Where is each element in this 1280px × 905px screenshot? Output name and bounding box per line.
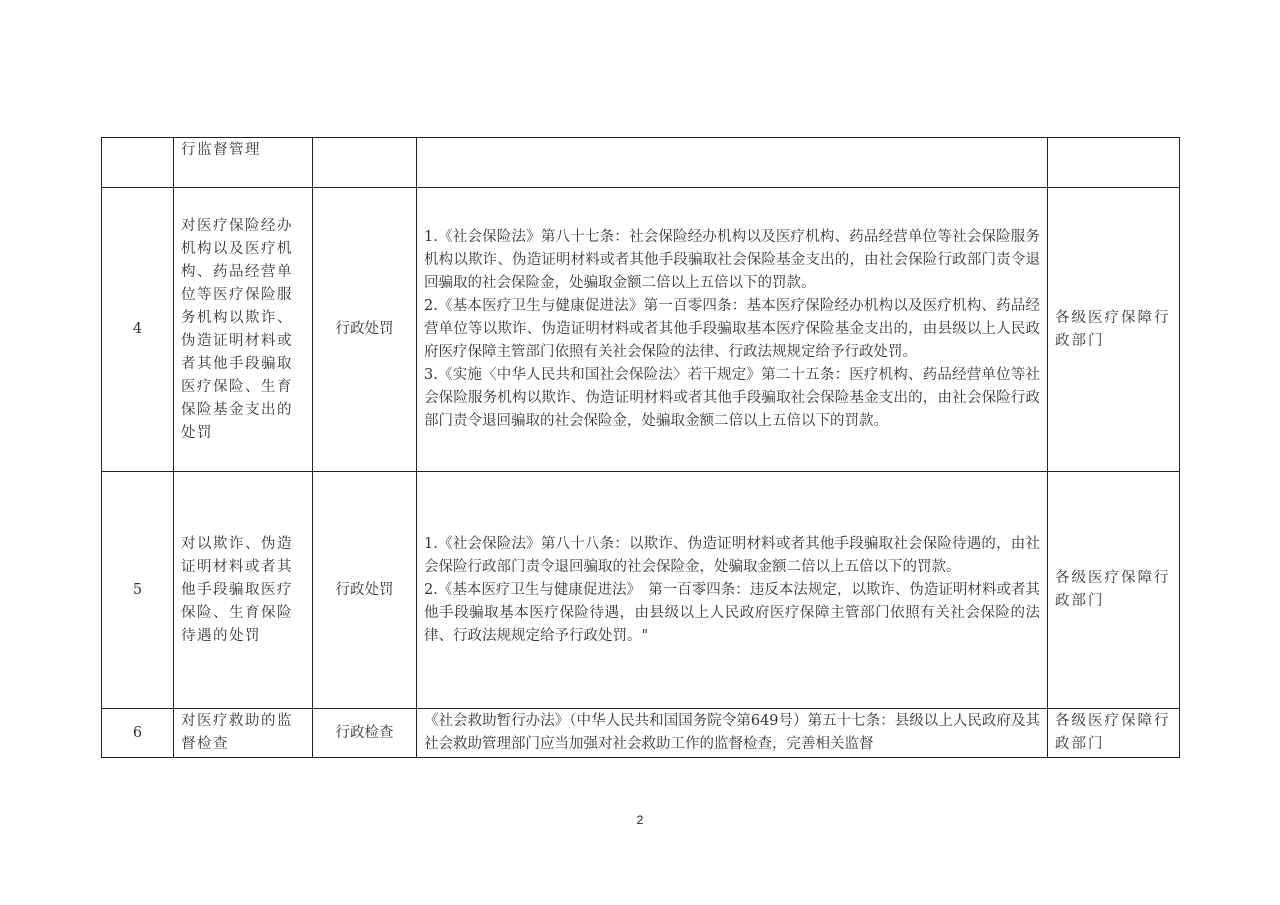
item-name-cell: 对医疗救助的监督检查	[174, 709, 313, 758]
legal-basis-paragraph: 2.《基本医疗卫生与健康促进法》第一百零四条：基本医疗保险经办机构以及医疗机构、药品经营单位等以欺诈、伪造证明材料或者其他手段骗取基本医疗保险基金支出的，由县级以上人民政府医疗保障主管部门依照有关社会保险的法律、行政法规规定给予行政处罚。	[424, 298, 1040, 360]
table-row	[102, 138, 1180, 188]
item-type-cell: 行政处罚	[313, 472, 417, 709]
legal-basis-cell	[417, 472, 1048, 709]
page-number: 2	[636, 813, 644, 827]
department-cell: 各级医疗保障行政部门	[1048, 472, 1180, 709]
item-type-cell: 行政检查	[313, 709, 417, 758]
row-number-cell: 6	[102, 709, 174, 758]
legal-basis-cell	[417, 709, 1048, 758]
item-name-cell: 对以欺诈、伪造证明材料或者其他手段骗取医疗保险、生育保险待遇的处罚	[174, 472, 313, 709]
regulation-table	[101, 137, 1180, 758]
legal-basis-paragraph: 2.《基本医疗卫生与健康促进法》 第一百零四条：违反本法规定，以欺诈、伪造证明材料或者其他手段骗取基本医疗保险待遇，由县级以上人民政府医疗保障主管部门依照有关社会保险的法律、行政法规规定给予行政处罚。"	[424, 581, 1040, 644]
department-cell: 各级医疗保障行政部门	[1048, 709, 1180, 758]
legal-basis-paragraph: 1.《社会保险法》第八十七条：社会保险经办机构以及医疗机构、药品经营单位等社会保险服务机构以欺诈、伪造证明材料或者其他手段骗取社会保险基金支出的，由社会保险行政部门责令退回骗取的社会保险金，处骗取金额二倍以上五倍以下的罚款。	[424, 229, 1040, 291]
table-row	[102, 188, 1180, 472]
item-type-cell	[313, 138, 417, 188]
legal-basis-cell	[417, 188, 1048, 472]
department-cell: 各级医疗保障行政部门	[1048, 188, 1180, 472]
table-row	[102, 709, 1180, 758]
row-number-cell: 5	[102, 472, 174, 709]
item-name-cell: 行监督管理	[174, 138, 313, 188]
department-cell	[1048, 138, 1180, 188]
row-number-cell: 4	[102, 188, 174, 472]
legal-basis-cell	[417, 138, 1048, 188]
legal-basis-paragraph: 《社会救助暂行办法》（中华人民共和国国务院令第649号）第五十七条：县级以上人民政府及其社会救助管理部门应当加强对社会救助工作的监督检查，完善相关监督	[424, 713, 1040, 752]
item-type-cell: 行政处罚	[313, 188, 417, 472]
legal-basis-paragraph: 1.《社会保险法》第八十八条：以欺诈、伪造证明材料或者其他手段骗取社会保险待遇的，由社会保险行政部门责令退回骗取的社会保险金，处骗取金额二倍以上五倍以下的罚款。	[424, 535, 1040, 575]
item-name-cell: 对医疗保险经办机构以及医疗机构、药品经营单位等医疗保险服务机构以欺诈、伪造证明材料或者其他手段骗取医疗保险、生育保险基金支出的处罚	[174, 188, 313, 472]
legal-basis-paragraph: 3.《实施〈中华人民共和国社会保险法〉若干规定》第二十五条：医疗机构、药品经营单位等社会保险服务机构以欺诈、伪造证明材料或者其他手段骗取社会保险基金支出的，由社会保险行政部门责令退回骗取的社会保险金，处骗取金额二倍以上五倍以下的罚款。	[424, 367, 1040, 429]
row-number-cell	[102, 138, 174, 188]
table-row	[102, 472, 1180, 709]
